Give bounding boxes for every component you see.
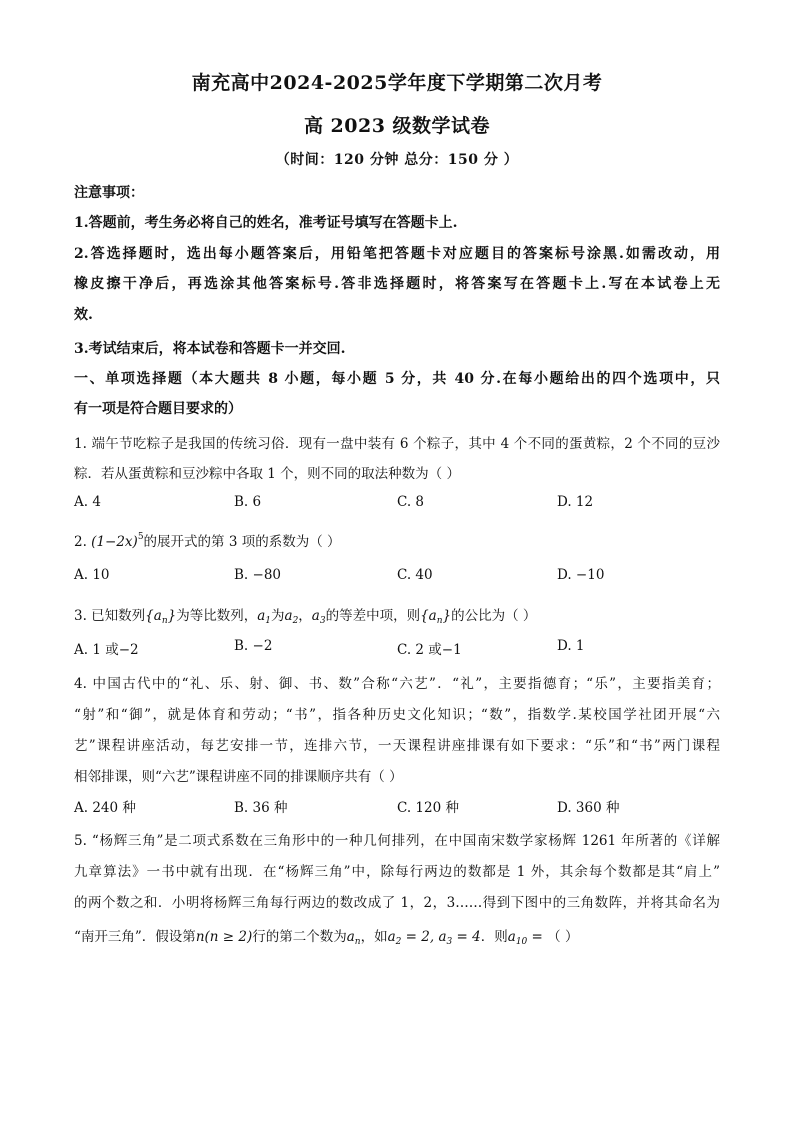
q3-seq-a: {a bbox=[145, 608, 162, 624]
q2-exponent: 5 bbox=[137, 532, 144, 542]
q3-option-b: B. −2 bbox=[234, 638, 273, 654]
q5-l4-eq2-sub: 3 bbox=[446, 937, 453, 947]
note-item-3: 3.考试结束后，将本试卷和答题卡一并交回. bbox=[74, 341, 346, 357]
q4-option-b: B. 36 种 bbox=[234, 800, 288, 816]
q3-text-6: 的公比为（ ） bbox=[451, 608, 537, 624]
q3-a1-sub: 1 bbox=[265, 616, 271, 626]
q2-option-a: A. 10 bbox=[74, 567, 110, 583]
section-heading-line-1: 一、单项选择题（本大题共 8 小题，每小题 5 分，共 40 分.在每小题给出的四个选项中，只 bbox=[74, 371, 720, 387]
q3-a3-sub: 3 bbox=[319, 616, 326, 626]
q4-line-4: 相邻排课，则“六艺”课程讲座不同的排课顺序共有（ ） bbox=[74, 769, 403, 785]
q2-option-c: C. 40 bbox=[397, 567, 433, 583]
q4-line-3: 艺”课程讲座活动，每艺安排一节，连排六节，一天课程讲座排课有如下要求：“乐”和“书”两门课程 bbox=[74, 738, 720, 754]
notes-heading: 注意事项： bbox=[74, 185, 144, 201]
q2-number: 2. bbox=[74, 534, 92, 550]
q4-option-a: A. 240 种 bbox=[74, 800, 136, 816]
section-heading-line-2: 有一项是符合题目要求的） bbox=[74, 401, 242, 417]
q3-a2 bbox=[285, 608, 299, 624]
q1-option-c: C. 8 bbox=[397, 494, 425, 510]
q5-l4-eq2 bbox=[438, 929, 480, 945]
q1-line-1: 1. 端午节吃粽子是我国的传统习俗．现有一盘中装有 6 个粽子，其中 4 个不同的蛋黄粽，2 个不同的豆沙 bbox=[74, 436, 720, 452]
q3-seq2-a: {a bbox=[420, 608, 437, 624]
q5-l4-a10-letter: a bbox=[507, 929, 516, 945]
q5-l4-eq1 bbox=[388, 929, 439, 945]
q5-l4-a10-sub: 10 bbox=[515, 937, 528, 947]
q3-seq-close: } bbox=[167, 608, 177, 624]
exam-title: 南充高中2024-2025学年度下学期第二次月考 bbox=[191, 72, 603, 94]
q5-line-2: 九章算法》一书中就有出现．在“杨辉三角”中，除每行两边的数都是 1 外，其余每个数都是其“肩上” bbox=[74, 864, 720, 880]
q5-l4-text-3: ，如 bbox=[360, 929, 388, 945]
q3-text-1: 3. 已知数列 bbox=[74, 608, 146, 624]
note-item-2-line-2: 橡皮擦干净后，再选涂其他答案标号.答非选择题时，将答案写在答题卡上.写在本试卷上无 bbox=[74, 276, 720, 292]
q4-line-2: “射”和“御”，就是体育和劳动；“书”，指各种历史文化知识；“数”，指数学.某校国学社团开展“六 bbox=[74, 707, 720, 723]
q3-stem bbox=[74, 604, 536, 626]
q3-a3 bbox=[312, 608, 326, 624]
note-item-2-line-1: 2.答选择题时，选出每小题答案后，用铅笔把答题卡对应题目的答案标号涂黑.如需改动，用 bbox=[74, 246, 720, 262]
q3-seq2-close: } bbox=[442, 608, 452, 624]
q5-line-3: 的两个数之和．小明将杨辉三角每行两边的数改成了 1，2，3……得到下图中的三角数阵，并将其命名为 bbox=[74, 895, 720, 911]
q5-l4-an bbox=[347, 929, 361, 945]
q3-text-3: 为 bbox=[271, 608, 285, 624]
q2-expression: (1−2x) bbox=[91, 534, 138, 550]
q4-line-1: 4. 中国古代中的“礼、乐、射、御、书、数”合称“六艺”．“礼”，主要指德育；“乐”，主要指美育； bbox=[74, 676, 720, 692]
q3-text-5: 的等差中项，则 bbox=[325, 608, 421, 624]
q1-option-d: D. 12 bbox=[557, 494, 594, 510]
q5-l4-n: n bbox=[195, 929, 205, 945]
q5-l4-eq1-sub: 2 bbox=[395, 937, 402, 947]
q3-seq2-sub: n bbox=[436, 616, 443, 626]
q3-sequence bbox=[145, 608, 176, 624]
q3-a1 bbox=[257, 608, 271, 624]
exam-info: （时间：120 分钟 总分：150 分 ） bbox=[275, 152, 519, 168]
q5-l4-eq1-letter: a bbox=[387, 929, 396, 945]
q2-stem bbox=[74, 530, 341, 550]
q3-a2-sub: 2 bbox=[292, 616, 299, 626]
q3-text-4: ， bbox=[298, 608, 312, 624]
q5-l4-an-sub: n bbox=[354, 937, 361, 947]
note-item-1: 1.答题前，考生务必将自己的姓名，准考证号填写在答题卡上. bbox=[74, 215, 458, 231]
q3-text-2: 为等比数列， bbox=[176, 608, 258, 624]
q1-option-a: A. 4 bbox=[74, 494, 101, 510]
q3-seq-sub: n bbox=[161, 616, 168, 626]
q3-a1-letter: a bbox=[257, 608, 266, 624]
q5-l4-eq1-val: = 2, bbox=[401, 929, 439, 945]
q3-option-d: D. 1 bbox=[557, 638, 585, 654]
q3-sequence-2 bbox=[420, 608, 451, 624]
q4-option-d: D. 360 种 bbox=[557, 800, 620, 816]
q2-option-d: D. −10 bbox=[557, 567, 605, 583]
q5-l4-text-1: “南开三角”．假设第 bbox=[74, 929, 196, 945]
q5-l4-eq2-val: = 4 bbox=[452, 929, 481, 945]
q3-option-a: A. 1 或−2 bbox=[74, 642, 139, 658]
q5-l4-eq2-letter: a bbox=[438, 929, 447, 945]
q5-l4-text-4: ．则 bbox=[480, 929, 508, 945]
exam-subtitle: 高 2023 级数学试卷 bbox=[303, 115, 491, 137]
q3-a2-letter: a bbox=[284, 608, 293, 624]
q1-line-2: 粽．若从蛋黄粽和豆沙粽中各取 1 个，则不同的取法种数为（ ） bbox=[74, 466, 460, 482]
q4-option-c: C. 120 种 bbox=[397, 800, 459, 816]
q5-l4-condition: (n ≥ 2) bbox=[204, 929, 253, 945]
q1-option-b: B. 6 bbox=[234, 494, 262, 510]
q2-text: 的展开式的第 3 项的系数为（ ） bbox=[143, 534, 341, 550]
q5-l4-text-5: = （ ） bbox=[527, 929, 579, 945]
q3-a3-letter: a bbox=[311, 608, 320, 624]
q5-l4-text-2: 行的第二个数为 bbox=[252, 929, 347, 945]
q5-l4-an-letter: a bbox=[346, 929, 355, 945]
q3-option-c: C. 2 或−1 bbox=[397, 642, 462, 658]
q5-l4-a10 bbox=[508, 929, 528, 945]
note-item-2-line-3: 效. bbox=[74, 307, 93, 323]
q2-option-b: B. −80 bbox=[234, 567, 281, 583]
q5-line-4 bbox=[74, 925, 578, 947]
q5-line-1: 5. “杨辉三角”是二项式系数在三角形中的一种几何排列，在中国南宋数学家杨辉 1261 年所著的《详解 bbox=[74, 833, 720, 849]
